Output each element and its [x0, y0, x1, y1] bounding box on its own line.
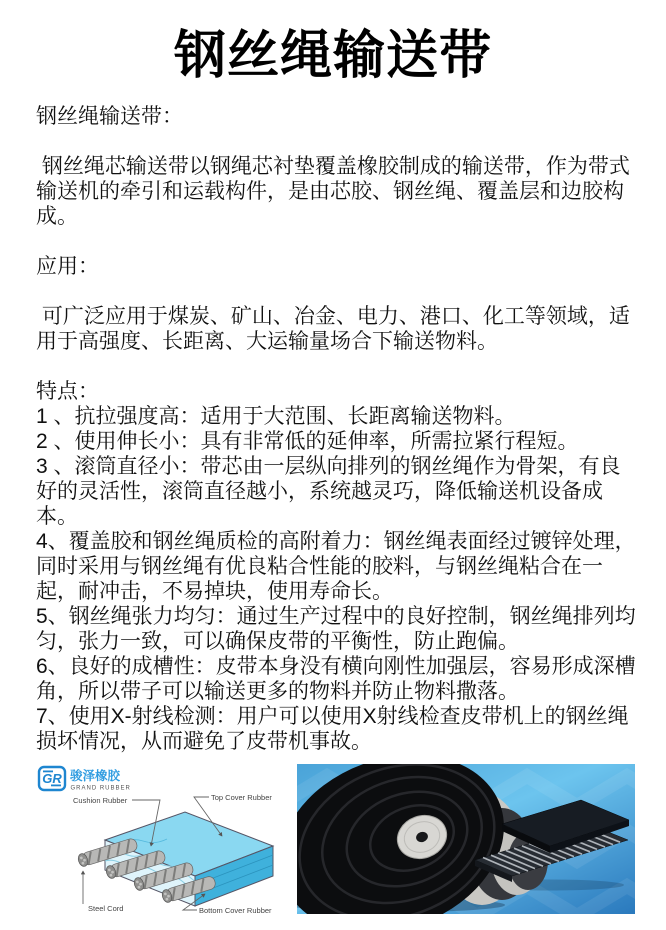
feature-item-2: 2 、使用伸长小：具有非常低的延伸率，所需拉紧行程短。 [36, 430, 579, 453]
conveyor-belt-photo [297, 764, 635, 914]
paragraph-intro: 钢丝绳芯输送带以钢绳芯衬垫覆盖橡胶制成的输送带，作为带式输送机的牵引和运载构件，是由芯胶、钢丝绳、覆盖层和边胶构成。 [36, 155, 630, 228]
feature-item-5: 5、钢丝绳张力均匀：通过生产过程中的良好控制，钢丝绳排列均匀，张力一致，可以确保皮带的平衡性，防止跑偏。 [36, 605, 636, 653]
section-heading-application: 应用： [36, 255, 99, 278]
belt-structure-diagram [35, 764, 290, 914]
blank-line [36, 279, 636, 304]
grand-rubber-logo [39, 767, 131, 792]
label-top-cover-rubber: Top Cover Rubber [211, 793, 272, 802]
label-bottom-cover-rubber: Bottom Cover Rubber [199, 906, 272, 914]
logo-name-cn: 骏泽橡胶 [70, 769, 121, 783]
logo-name-en: GRAND RUBBER [70, 785, 131, 792]
section-heading-features: 特点： [36, 380, 99, 403]
feature-item-7: 7、使用X-射线检测：用户可以使用X射线检查皮带机上的钢丝绳损坏情况，从而避免了皮带机事故。 [36, 705, 629, 753]
page-title: 钢丝绳输送带 [173, 27, 492, 85]
feature-item-4: 4、覆盖胶和钢丝绳质检的高附着力：钢丝绳表面经过镀锌处理，同时采用与钢丝绳有优良粘合性能的胶料，与钢丝绳粘合在一起，耐冲击，不易掉块，使用寿命长。 [36, 530, 636, 603]
paragraph-heading: 钢丝绳输送带： [36, 105, 183, 128]
feature-item-6: 6、良好的成槽性：皮带本身没有横向刚性加强层，容易形成深槽角，所以带子可以输送更多的物料并防止物料撒落。 [36, 655, 636, 703]
belt-block-drawing [77, 812, 273, 906]
blank-line [36, 354, 636, 379]
feature-item-1: 1 、抗拉强度高：适用于大范围、长距离输送物料。 [36, 405, 516, 428]
article-body [0, 104, 666, 754]
feature-item-3: 3 、滚筒直径小：带芯由一层纵向排列的钢丝绳作为骨架，有良好的灵活性，滚筒直径越小，系统越灵巧，降低输送机设备成本。 [36, 455, 621, 528]
product-images [0, 764, 666, 914]
blank-line [36, 229, 636, 254]
logo-monogram: GR [42, 771, 62, 786]
paragraph-application: 可广泛应用于煤炭、矿山、冶金、电力、港口、化工等领域，适用于高强度、长距离、大运输量场合下输送物料。 [36, 305, 630, 353]
blank-line [36, 129, 636, 154]
label-cushion-rubber: Cushion Rubber [73, 796, 128, 805]
label-steel-cord: Steel Cord [88, 904, 124, 913]
